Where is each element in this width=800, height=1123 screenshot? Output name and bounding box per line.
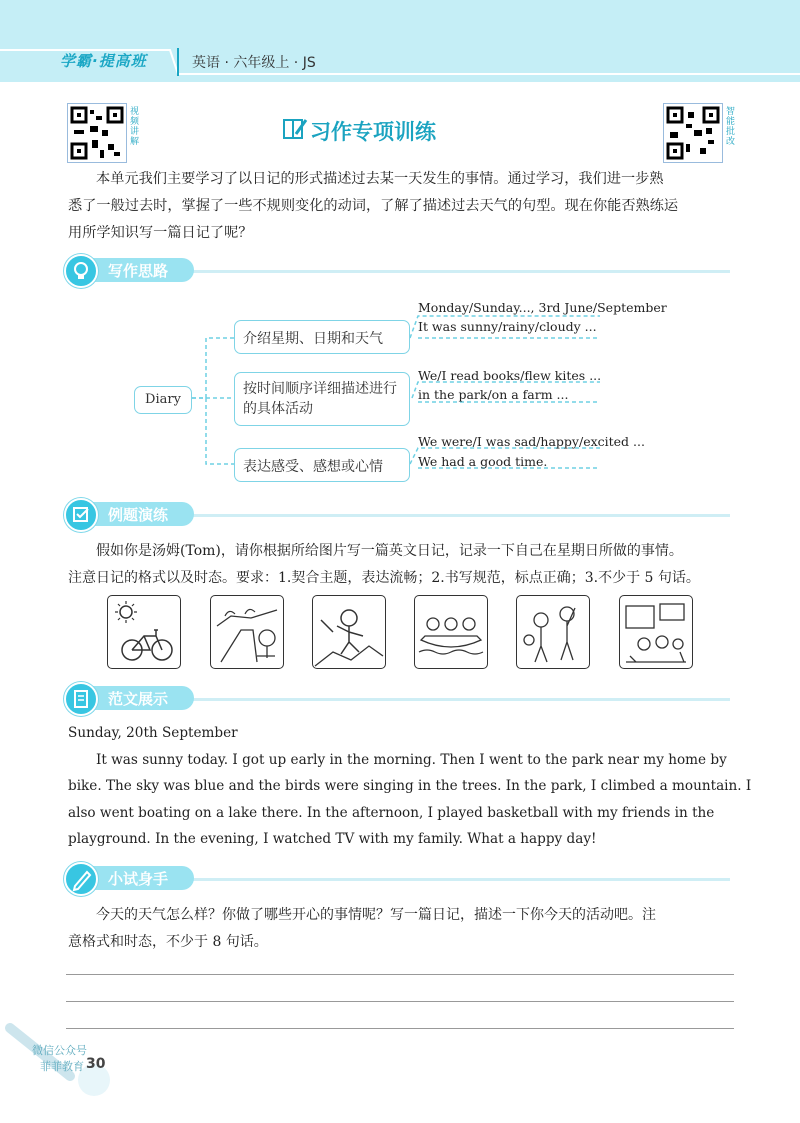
intro-line: 用所学知识写一篇日记了呢？ [68,225,253,241]
section-title-practice: 小试身手 [108,870,169,888]
page-title: 习作专项训练 [310,120,436,144]
diagram-example-line: We/I read books/flew kites ... [418,368,602,383]
section-rule [190,878,730,881]
picture-basketball [516,595,590,669]
header-subject: 英语 · 六年级上 · JS [192,55,316,71]
picture-boating [414,595,488,669]
lightbulb-icon [64,254,98,288]
diagram-example-line: We had a good time. [418,454,548,469]
section-title-model: 范文展示 [108,690,169,708]
diagram-example-line: in the park/on a farm ... [418,387,569,402]
intro-line: 悉了一般过去时，掌握了一些不规则变化的动词，了解了描述过去天气的句型。现在你能否熟练运 [68,198,679,214]
model-essay [68,720,768,853]
qr-left-caption: 视频讲解 [128,106,138,146]
example-task [68,538,768,592]
section-rule [190,698,730,701]
essay-date: Sunday, 20th September [68,725,238,741]
checklist-icon [64,498,98,532]
watermark-line1: 微信公众号 [32,1044,87,1057]
diagram-branch: 按时间顺序详细描述进行的具体活动 [234,372,410,426]
essay-line: bike. The sky was blue and the birds were singing in the trees. In the park, I climbed a mountain. I [68,778,752,794]
picture-sunny-bike [107,595,181,669]
picture-park-path [210,595,284,669]
qr-right-caption: 智能批改 [724,106,734,146]
book-pen-icon [282,116,308,142]
diagram-example-line: Monday/Sunday..., 3rd June/September [418,300,667,315]
diagram-example-line: We were/I was sad/happy/excited ... [418,434,645,449]
task-line: 今天的天气怎么样？你做了哪些开心的事情呢？写一篇日记，描述一下你今天的活动吧。注 [96,907,656,923]
task-line: 假如你是汤姆(Tom)，请你根据所给图片写一篇英文日记，记录一下自己在星期日所做的事情。 [96,543,683,559]
task-line: 意格式和时态，不少于 8 句话。 [68,934,268,950]
watermark-line2: 菲菲教育 [40,1060,84,1073]
essay-line: also went boating on a lake there. In the afternoon, I played basketball with my friends in the [68,804,715,821]
diagram-branch: 介绍星期、日期和天气 [234,320,410,354]
qr-pattern-icon [68,104,126,162]
writing-line[interactable] [66,974,734,975]
section-rule [190,270,730,273]
section-title-approach: 写作思路 [108,262,169,280]
diagram-example-line: It was sunny/rainy/cloudy ... [418,319,597,334]
qr-pattern-icon [664,104,722,162]
brand-logo: 学霸·提高班 [60,52,147,70]
essay-line: playground. In the evening, I watched TV with my family. What a happy day! [68,831,597,847]
picture-tv-family [619,595,693,669]
document-icon [64,682,98,716]
writing-line[interactable] [66,1028,734,1029]
intro-line: 本单元我们主要学习了以日记的形式描述过去某一天发生的事情。通过学习，我们进一步熟 [96,171,664,187]
section-title-example: 例题演练 [108,506,169,524]
qr-code-right[interactable] [663,103,723,163]
picture-climbing [312,595,386,669]
qr-code-left[interactable] [67,103,127,163]
task-line: 注意日记的格式以及时态。要求：1.契合主题，表达流畅；2.书写规范，标点正确；3.不少于 5 句话。 [68,570,700,586]
diagram-branch: 表达感受、感想或心情 [234,448,410,482]
intro-paragraph [68,166,748,247]
essay-line: It was sunny today. I got up early in the morning. Then I went to the park near my home by [96,751,727,768]
pencil-icon [64,862,98,896]
writing-line[interactable] [66,1001,734,1002]
section-rule [190,514,730,517]
practice-task [68,902,768,956]
diagram-root: Diary [134,386,192,414]
page-number: 30 [86,1056,106,1072]
